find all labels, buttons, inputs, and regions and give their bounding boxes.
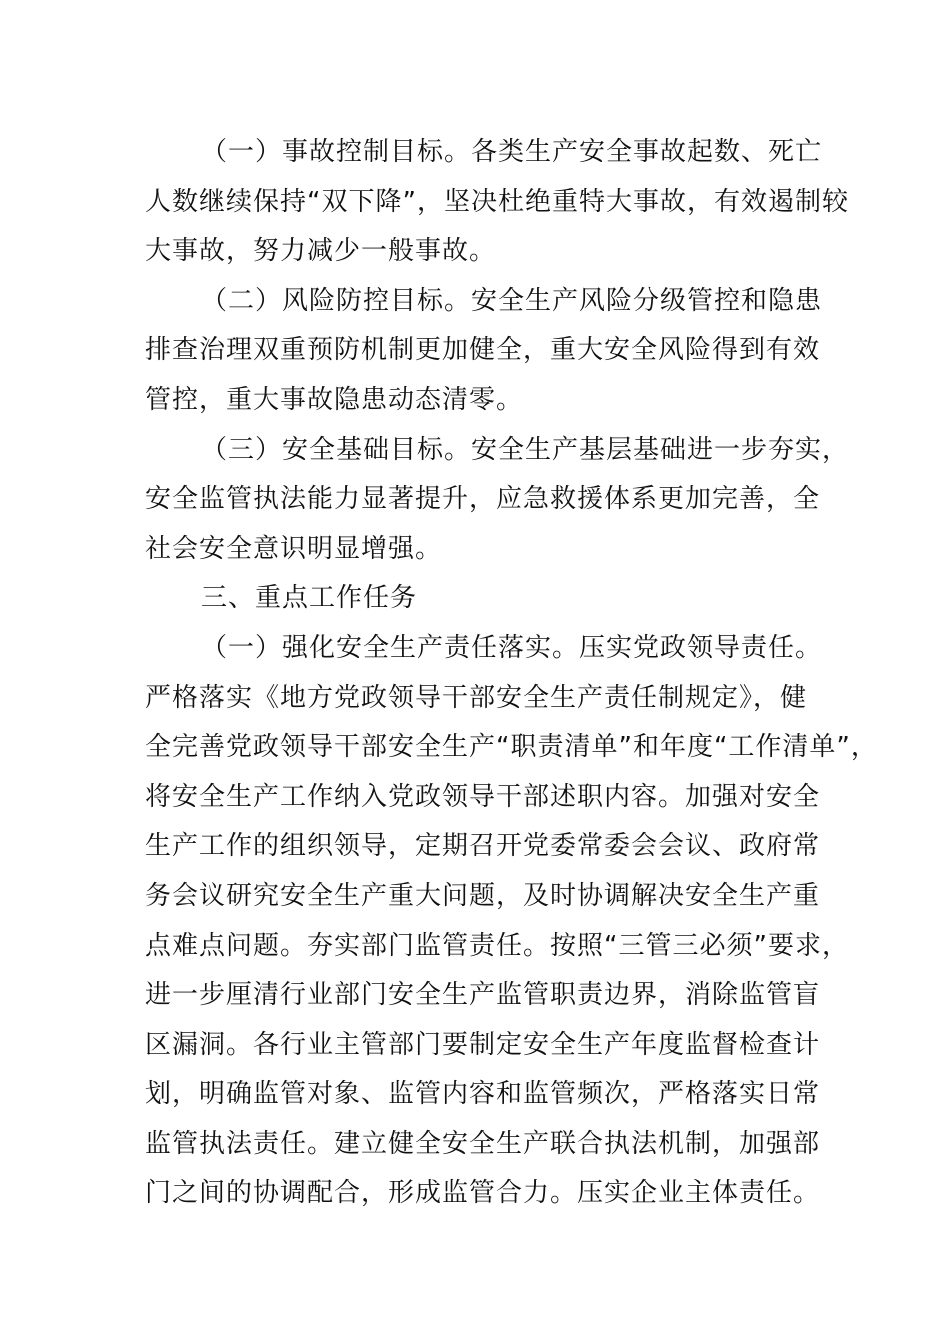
text-line: 划，明确监管对象、监管内容和监管频次，严格落实日常: [145, 1079, 821, 1110]
text-line: （二）风险防控目标。安全生产风险分级管控和隐患: [201, 285, 823, 316]
text-line: 全完善党政领导干部安全生产“职责清单”和年度“工作清单”，: [145, 732, 878, 763]
text-line: （一）强化安全生产责任落实。压实党政领导责任。: [201, 632, 823, 663]
text-line: （三）安全基础目标。安全生产基层基础进一步夯实，: [201, 434, 850, 465]
text-line: 严格落实《地方党政领导干部安全生产责任制规定》，健: [145, 682, 808, 713]
text-line: 进一步厘清行业部门安全生产监管职责边界，消除监管盲: [145, 980, 821, 1011]
text-line: 管控，重大事故隐患动态清零。: [145, 384, 524, 415]
text-line: 排查治理双重预防机制更加健全，重大安全风险得到有效: [145, 335, 821, 366]
text-line: 监管执法责任。建立健全安全生产联合执法机制，加强部: [145, 1128, 821, 1159]
section-heading: 三、重点工作任务: [201, 583, 418, 614]
paragraph-accident-control-goal: [145, 128, 849, 277]
text-line: 人数继续保持“双下降”，坚决杜绝重特大事故，有效遏制较: [145, 186, 849, 217]
paragraph-risk-control-goal: [145, 277, 835, 426]
section-heading-key-tasks: [145, 574, 835, 624]
text-line: 大事故，努力减少一般事故。: [145, 236, 497, 267]
text-line: 区漏洞。各行业主管部门要制定安全生产年度监督检查计: [145, 1029, 821, 1060]
paragraph-safety-foundation-goal: [145, 426, 850, 575]
text-line: 门之间的协调配合，形成监管合力。压实企业主体责任。: [145, 1178, 821, 1209]
text-line: 生产工作的组织领导，定期召开党委常委会会议、政府常: [145, 831, 821, 862]
text-line: 务会议研究安全生产重大问题，及时协调解决安全生产重: [145, 880, 821, 911]
text-line: 点难点问题。夯实部门监管责任。按照“三管三必须”要求，: [145, 930, 849, 961]
paragraph-responsibility-implementation: [145, 624, 878, 1219]
text-line: 社会安全意识明显增强。: [145, 533, 443, 564]
text-line: （一）事故控制目标。各类生产安全事故起数、死亡: [201, 137, 823, 167]
document-body: [145, 128, 878, 1219]
text-line: 将安全生产工作纳入党政领导干部述职内容。加强对安全: [145, 781, 821, 812]
text-line: 安全监管执法能力显著提升，应急救援体系更加完善，全: [145, 484, 821, 515]
